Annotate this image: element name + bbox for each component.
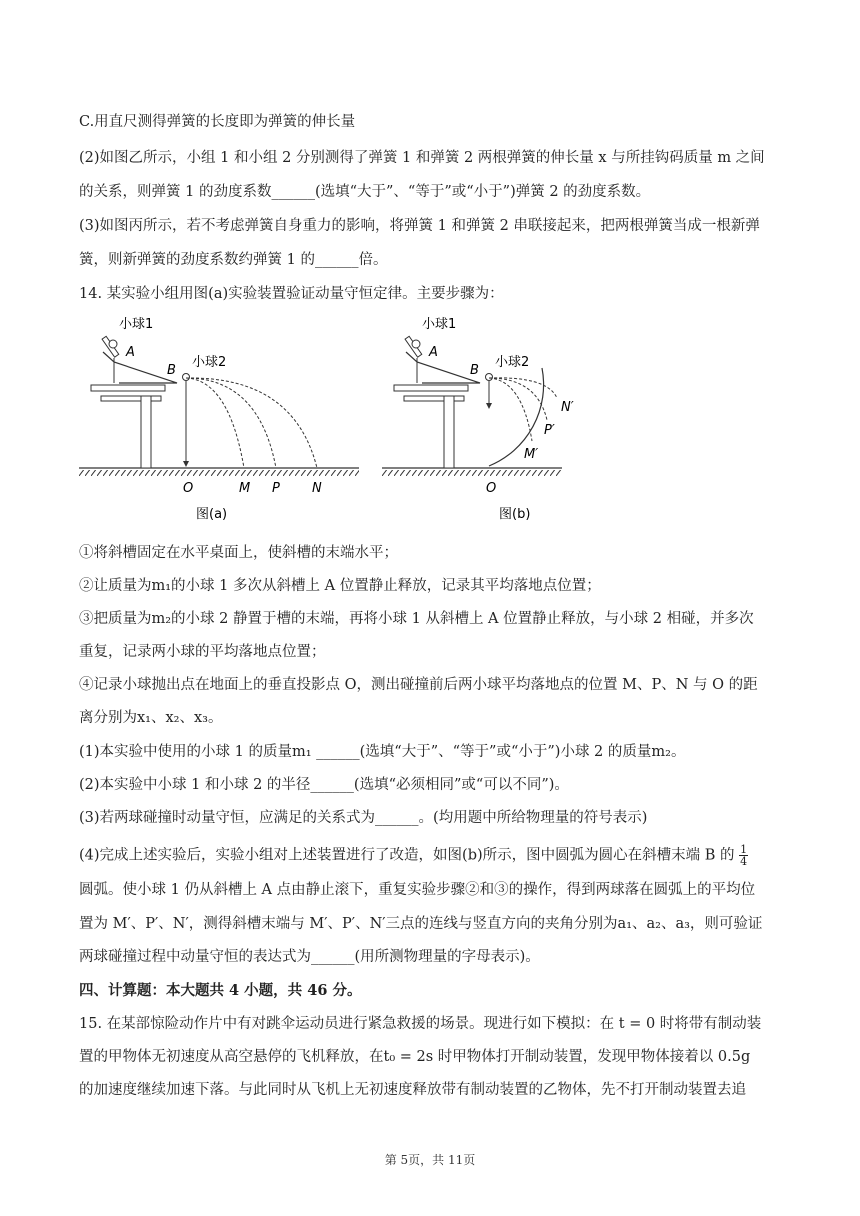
q14-part4-line2: 圆弧。使小球 1 仍从斜槽上 A 点由静止滚下，重复实验步骤②和③的操作，得到两球落在圆弧上的平均位 (79, 882, 756, 898)
fig-a-label-A: A (126, 345, 135, 360)
section-4-heading: 四、计算题：本大题共 4 小题，共 46 分。 (79, 982, 362, 999)
figure-b (382, 316, 574, 522)
q14-part1: (1)本实验中使用的小球 1 的质量m₁ ______(选填“大于”、“等于”或“小于”)小球 2 的质量m₂。 (79, 744, 686, 760)
svg-text:P′: P′ (544, 423, 555, 438)
fig-a-label-P: P (272, 481, 280, 496)
q14-intro: 14. 某实验小组用图(a)实验装置验证动量守恒定律。主要步骤为： (79, 286, 504, 302)
figure-a (79, 316, 359, 522)
step-3: ③把质量为m₂的小球 2 静置于槽的末端，再将小球 1 从斜槽上 A 位置静止释放，与小球 2 相碰，并多次 (79, 611, 754, 627)
svg-text:M′: M′ (524, 447, 539, 462)
q14-part4-line4: 两球碰撞过程中动量守恒的表达式为______(用所测物理量的字母表示)。 (79, 949, 540, 965)
svg-text:小球2: 小球2 (495, 355, 530, 370)
fig-a-ball2: 小球2 (192, 355, 227, 370)
fig-a-label-B: B (167, 363, 176, 378)
step-4-cont: 离分别为x₁、x₂、x₃。 (79, 710, 223, 726)
svg-text:O: O (486, 481, 497, 496)
q14-part2: (2)本实验中小球 1 和小球 2 的半径______(选填“必须相同”或“可以不同”)。 (79, 777, 569, 793)
q15-line1: 15. 在某部惊险动作片中有对跳伞运动员进行紧急救援的场景。现进行如下模拟：在 t = 0 时将带有制动装 (79, 1016, 762, 1032)
q13-part3-line1: (3)如图丙所示，若不考虑弹簧自身重力的影响，将弹簧 1 和弹簧 2 串联接起来，把两根弹簧当成一根新弹 (79, 218, 760, 234)
q15-line2: 置的甲物体无初速度从高空悬停的飞机释放，在t₀ = 2s 时甲物体打开制动装置，发现甲物体接着以 0.5g (79, 1049, 751, 1065)
experiment-figure (79, 308, 574, 528)
ground-hatch (79, 470, 359, 476)
q13-part2-line1: (2)如图乙所示，小组 1 和小组 2 分别测得了弹簧 1 和弹簧 2 两根弹簧的伸长量 x 与所挂钩码质量 m 之间 (79, 150, 765, 166)
q14-part4-line1: (4)完成上述实验后，实验小组对上述装置进行了改造，如图(b)所示，图中圆弧为圆心在斜槽末端 B 的 $\frac{1}{4}$ (79, 843, 748, 868)
step-1: ①将斜槽固定在水平桌面上，使斜槽的末端水平； (79, 545, 398, 561)
fraction-quarter: $\frac{1}{4}$ (740, 843, 748, 868)
step-3-cont: 重复，记录两小球的平均落地点位置； (79, 644, 326, 660)
svg-text:图(b): 图(b) (499, 507, 531, 522)
step-4: ④记录小球抛出点在地面上的垂直投影点 O，测出碰撞前后两小球平均落地点的位置 M、P、N 与 O 的距 (79, 677, 758, 693)
svg-text:N′: N′ (561, 400, 574, 415)
q14-part4-line3: 置为 M′、P′、N′，测得斜槽末端与 M′、P′、N′三点的连线与竖直方向的夹角分别为a₁、a₂、a₃，则可验证 (79, 916, 763, 932)
page-footer: 第 5页，共 11页 (384, 1153, 476, 1167)
q13-part2-line2: 的关系，则弹簧 1 的劲度系数______(选填“大于”、“等于”或“小于”)弹簧 2 的劲度系数。 (79, 184, 651, 200)
ball1 (109, 340, 117, 348)
q14-part3: (3)若两球碰撞时动量守恒，应满足的关系式为______。(均用题中所给物理量的符号表示) (79, 810, 648, 826)
svg-text:B: B (470, 363, 479, 378)
ball2 (183, 374, 190, 381)
option-c: C.用直尺测得弹簧的长度即为弹簧的伸长量 (79, 114, 356, 130)
fig-a-label-O: O (183, 481, 194, 496)
q15-line3: 的加速度继续加速下落。与此同时从飞机上无初速度释放带有制动装置的乙物体，先不打开制动装置去追 (79, 1082, 746, 1098)
fig-a-caption: 图(a) (196, 507, 228, 522)
table-leg (141, 396, 151, 468)
table-shelf (101, 396, 161, 401)
ground-hatch-b (382, 470, 562, 476)
svg-text:小球1: 小球1 (422, 317, 457, 332)
table-top (91, 385, 165, 391)
fig-a-ball1: 小球1 (119, 317, 154, 332)
step-2: ②让质量为m₁的小球 1 多次从斜槽上 A 位置静止释放，记录其平均落地点位置； (79, 578, 601, 594)
svg-text:A: A (429, 345, 438, 360)
fig-a-label-N: N (312, 481, 322, 496)
q13-part3-line2: 簧，则新弹簧的劲度系数约弹簧 1 的______倍。 (79, 252, 388, 268)
fig-a-label-M: M (239, 481, 251, 496)
